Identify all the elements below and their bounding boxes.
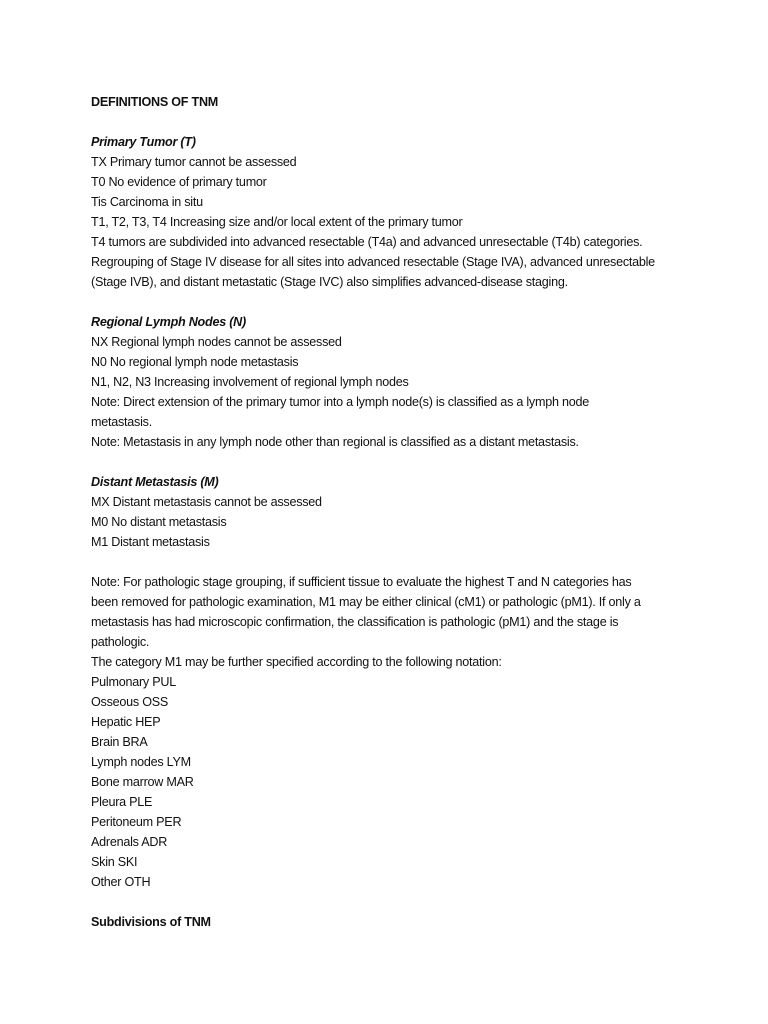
list-item: Bone marrow MAR <box>91 775 194 789</box>
distant-metastasis-heading: Distant Metastasis (M) <box>91 475 219 489</box>
note-line: The category M1 may be further specified according to the following notation: <box>91 655 502 669</box>
primary-tumor-line: TX Primary tumor cannot be assessed <box>91 155 297 169</box>
note-line: been removed for pathologic examination, M1 may be either clinical (cM1) or pathologic (pM1). If only a <box>91 595 641 609</box>
note-line: Note: For pathologic stage grouping, if sufficient tissue to evaluate the highest T and N categories has <box>91 575 632 589</box>
list-item: Peritoneum PER <box>91 815 182 829</box>
spacer <box>91 112 731 132</box>
list-item: Hepatic HEP <box>91 715 161 729</box>
spacer <box>91 452 731 472</box>
primary-tumor-line: Tis Carcinoma in situ <box>91 195 203 209</box>
spacer <box>91 892 731 912</box>
regional-nodes-line: metastasis. <box>91 415 152 429</box>
spacer <box>91 292 731 312</box>
notation-list <box>91 672 731 892</box>
list-item: Pleura PLE <box>91 795 153 809</box>
list-item: Osseous OSS <box>91 695 169 709</box>
primary-tumor-line: T1, T2, T3, T4 Increasing size and/or local extent of the primary tumor <box>91 215 463 229</box>
regional-nodes-line: N1, N2, N3 Increasing involvement of regional lymph nodes <box>91 375 409 389</box>
list-item: Brain BRA <box>91 735 148 749</box>
primary-tumor-line: T4 tumors are subdivided into advanced resectable (T4a) and advanced unresectable (T4b) categories. <box>91 235 643 249</box>
document-page <box>91 92 731 932</box>
list-item: Other OTH <box>91 875 151 889</box>
regional-nodes-line: Note: Direct extension of the primary tumor into a lymph node(s) is classified as a lymph node <box>91 395 589 409</box>
document-title: DEFINITIONS OF TNM <box>91 95 219 109</box>
primary-tumor-heading: Primary Tumor (T) <box>91 135 196 149</box>
regional-nodes-line: Note: Metastasis in any lymph node other than regional is classified as a distant metastasis. <box>91 435 579 449</box>
note-line: metastasis has had microscopic confirmation, the classification is pathologic (pM1) and the stage is <box>91 615 619 629</box>
primary-tumor-line: Regrouping of Stage IV disease for all sites into advanced resectable (Stage IVA), advanced unresectable <box>91 255 655 269</box>
subdivisions-heading: Subdivisions of TNM <box>91 915 211 929</box>
list-item: Adrenals ADR <box>91 835 168 849</box>
distant-metastasis-line: M0 No distant metastasis <box>91 515 227 529</box>
distant-metastasis-line: MX Distant metastasis cannot be assessed <box>91 495 322 509</box>
list-item: Lymph nodes LYM <box>91 755 191 769</box>
primary-tumor-line: (Stage IVB), and distant metastatic (Stage IVC) also simplifies advanced-disease staging. <box>91 275 568 289</box>
note-line: pathologic. <box>91 635 150 649</box>
spacer <box>91 552 731 572</box>
primary-tumor-line: T0 No evidence of primary tumor <box>91 175 267 189</box>
regional-nodes-heading: Regional Lymph Nodes (N) <box>91 315 246 329</box>
list-item: Skin SKI <box>91 855 138 869</box>
list-item: Pulmonary PUL <box>91 675 176 689</box>
regional-nodes-line: NX Regional lymph nodes cannot be assessed <box>91 335 342 349</box>
regional-nodes-line: N0 No regional lymph node metastasis <box>91 355 299 369</box>
distant-metastasis-line: M1 Distant metastasis <box>91 535 210 549</box>
